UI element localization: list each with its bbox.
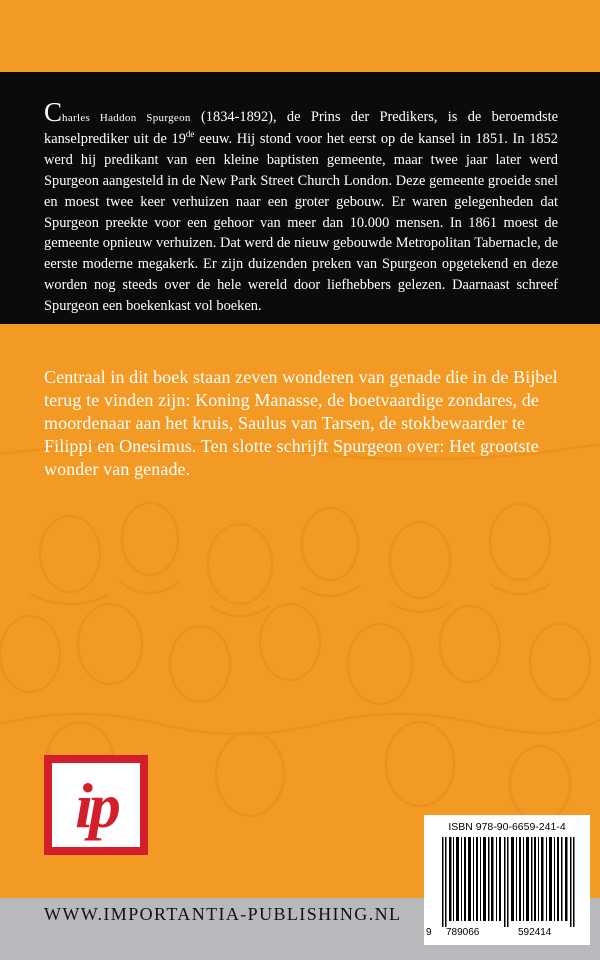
publisher-logo [44, 755, 148, 855]
author-bio-text [44, 97, 558, 317]
logo-text: ip [75, 770, 117, 841]
isbn-barcode [424, 815, 590, 945]
bio-superscript: de [185, 128, 195, 139]
top-orange-band [0, 0, 600, 72]
logo-inner-box [52, 763, 140, 847]
book-description: Centraal in dit boek staan zeven wonderen van genade die in de Bijbel terug te vinden zijn: Koning Manasse, de boetvaardige zondares, de moordenaar aan het kruis, Saulus van Tarsen, de stokbewaarder te Filippi en Onesimus. Ten slotte schrijft Spurgeon over: Het grootste wonder van genade. [44, 367, 558, 479]
barcode-lead-digit: 9 [426, 927, 432, 938]
barcode-left-digits: 789066 [446, 927, 480, 938]
publisher-website: WWW.IMPORTANTIA-PUBLISHING.NL [44, 904, 402, 924]
bio-text-part-a: (1834-1892), de Prins der Predikers, is de beroemdste kanselprediker uit de 19 [44, 109, 558, 147]
bio-author-name: harles Haddon Spurgeon [62, 112, 191, 124]
bio-dropcap: C [44, 97, 63, 127]
barcode-right-digits: 592414 [518, 927, 552, 938]
isbn-label: ISBN 978-90-6659-241-4 [448, 821, 566, 833]
barcode-bars [432, 837, 584, 927]
bio-text-part-b: eeuw. Hij stond voor het eerst op de kansel in 1851. In 1852 werd hij predikant van een kleine baptisten gemeente, maar twee jaar later werd Spurgeon aangesteld in de New Park Street Church London. Deze gemeente groeide snel en moest twee keer verhuizen naar een groter gebouw. Er waren gelegenheden dat Spurgeon preekte voor een gehoor van meer dan 10.000 mensen. In 1861 moest de gemeente opnieuw verhuizen. Dat werd de nieuw gebouwde Metropolitan Tabernacle, de eerste moderne megakerk. Er zijn duizenden preken van Spurgeon opgetekend en deze worden nog steeds over de hele wereld door liefhebbers gelezen. Daarnaast schreef Spurgeon een boekenkast vol boeken. [44, 130, 558, 315]
